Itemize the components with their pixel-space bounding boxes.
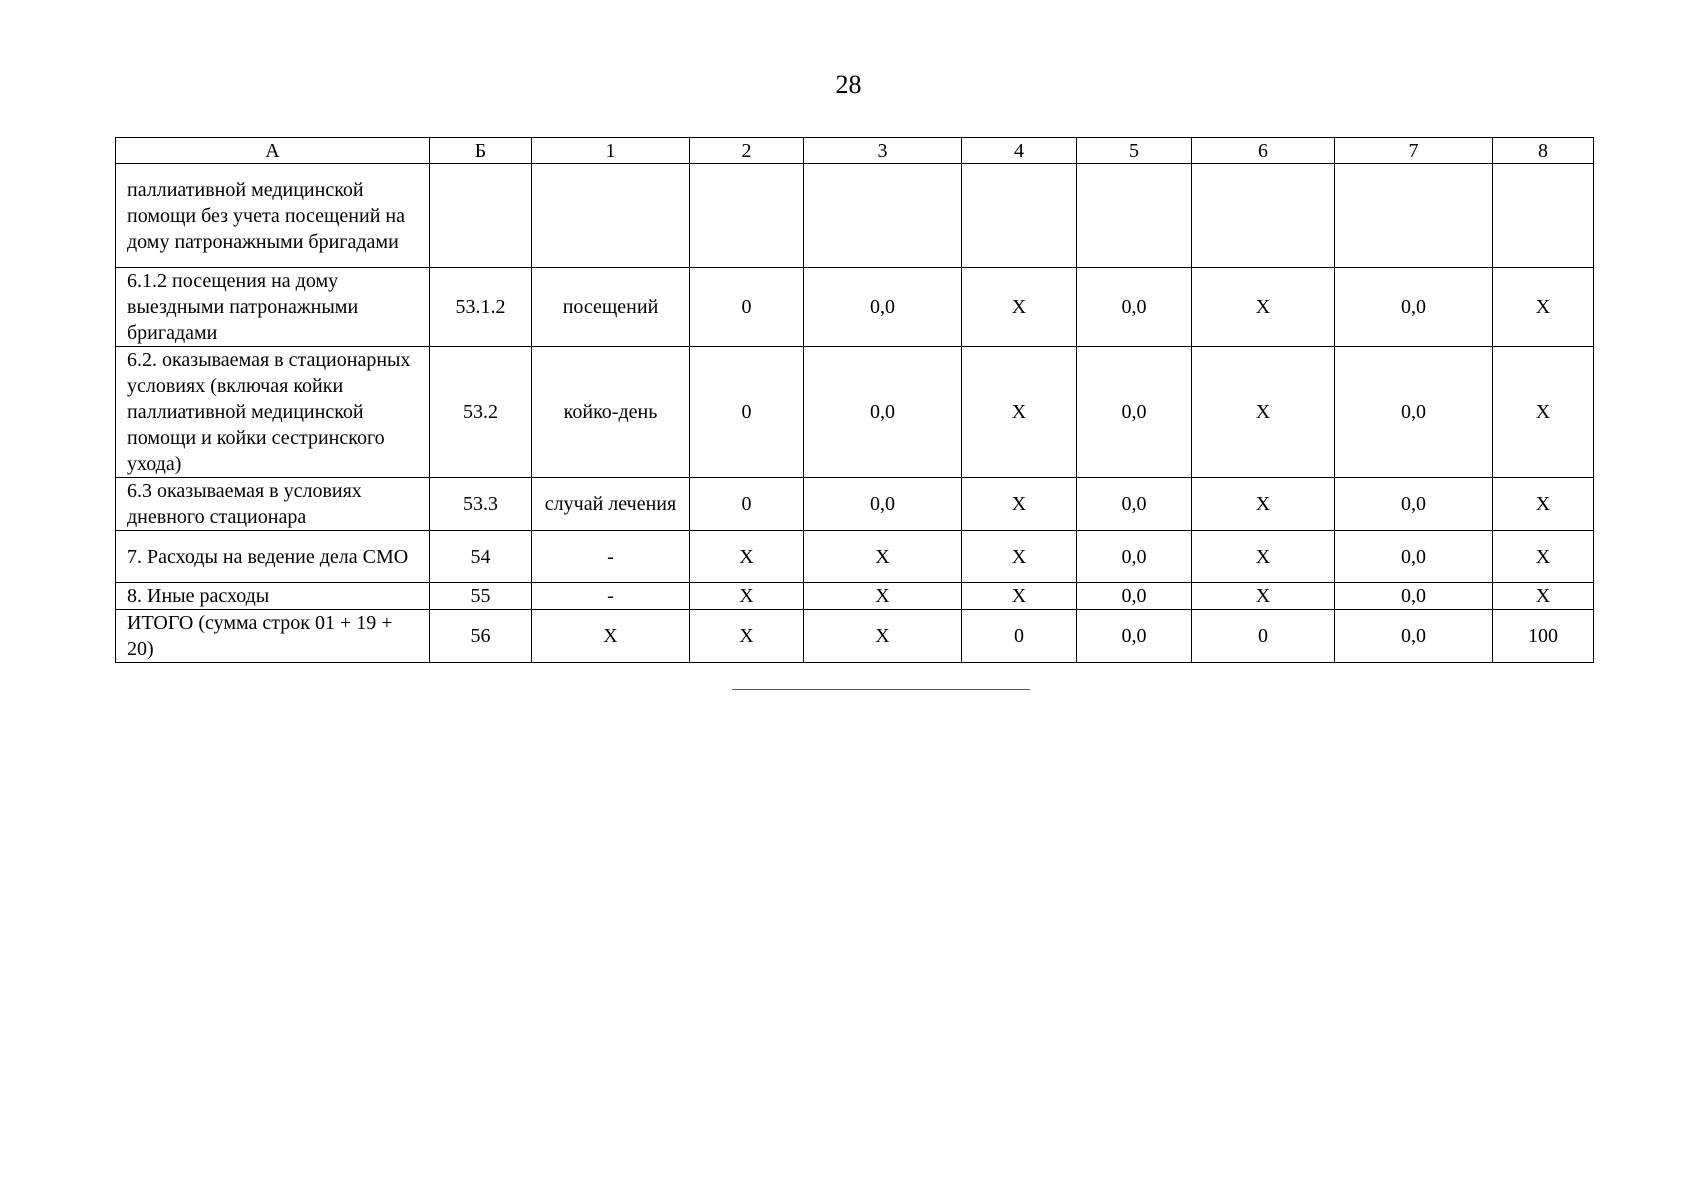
table-cell: 53.2 — [430, 347, 532, 478]
table-cell: - — [532, 583, 690, 610]
footer-divider — [732, 689, 1030, 690]
table-cell: 0,0 — [804, 347, 962, 478]
table-cell — [1493, 164, 1594, 268]
table-cell: Х — [690, 610, 804, 663]
table-cell: Х — [690, 531, 804, 583]
column-header: А — [116, 138, 430, 164]
table-row — [116, 164, 1594, 268]
table-cell: 0 — [690, 347, 804, 478]
table-cell: посещений — [532, 268, 690, 347]
table-cell: 0,0 — [1077, 478, 1192, 531]
table-cell: 0 — [962, 610, 1077, 663]
table-cell: Х — [962, 268, 1077, 347]
row-name: 6.1.2 посещения на дому выездными патронажными бригадами — [116, 268, 430, 347]
table-cell — [804, 164, 962, 268]
table-row — [116, 268, 1594, 347]
table-row — [116, 583, 1594, 610]
row-name: 7. Расходы на ведение дела СМО — [116, 531, 430, 583]
table-cell: Х — [1192, 478, 1335, 531]
table-cell — [430, 164, 532, 268]
table-cell — [532, 164, 690, 268]
table-row — [116, 478, 1594, 531]
table-cell: 0,0 — [1335, 583, 1493, 610]
table-cell: 0 — [690, 478, 804, 531]
table-cell: 0,0 — [804, 268, 962, 347]
table-cell: 0,0 — [1077, 583, 1192, 610]
table-cell: 0,0 — [1077, 610, 1192, 663]
table-cell: 0,0 — [1077, 347, 1192, 478]
column-header: 1 — [532, 138, 690, 164]
table-row — [116, 347, 1594, 478]
column-header: 8 — [1493, 138, 1594, 164]
table-cell: Х — [1192, 531, 1335, 583]
table-cell: 53.1.2 — [430, 268, 532, 347]
table-cell: 0,0 — [1335, 478, 1493, 531]
table-cell: Х — [1192, 347, 1335, 478]
row-name: паллиативной медицинской помощи без учета посещений на дому патронажными бригадами — [116, 164, 430, 268]
table-row — [116, 610, 1594, 663]
report-table — [115, 137, 1594, 663]
table-cell: Х — [804, 610, 962, 663]
table-cell: Х — [962, 347, 1077, 478]
table-cell: случай лечения — [532, 478, 690, 531]
table-cell: Х — [962, 583, 1077, 610]
table-cell: Х — [1192, 268, 1335, 347]
row-name: 8. Иные расходы — [116, 583, 430, 610]
table-cell: 0,0 — [1077, 268, 1192, 347]
table-cell: 0 — [690, 268, 804, 347]
table-cell — [1192, 164, 1335, 268]
table-cell: 100 — [1493, 610, 1594, 663]
table-cell: койко-день — [532, 347, 690, 478]
row-name: 6.2. оказываемая в стационарных условиях (включая койки паллиативной медицинской помощи и койки сестринского ухода) — [116, 347, 430, 478]
column-header: 6 — [1192, 138, 1335, 164]
column-header: Б — [430, 138, 532, 164]
table-cell: Х — [532, 610, 690, 663]
table-cell: 54 — [430, 531, 532, 583]
column-header: 4 — [962, 138, 1077, 164]
page-number: 28 — [835, 70, 862, 99]
table-cell: Х — [1493, 531, 1594, 583]
table-cell: 0 — [1192, 610, 1335, 663]
table-header-row — [116, 138, 1594, 164]
table-cell: Х — [1493, 347, 1594, 478]
table-cell: 0,0 — [804, 478, 962, 531]
table-cell: 0,0 — [1335, 610, 1493, 663]
table-row — [116, 531, 1594, 583]
table-cell: 0,0 — [1077, 531, 1192, 583]
table-cell: Х — [962, 531, 1077, 583]
table-cell: Х — [690, 583, 804, 610]
column-header: 7 — [1335, 138, 1493, 164]
column-header: 2 — [690, 138, 804, 164]
table-cell: Х — [1493, 583, 1594, 610]
table-cell: Х — [1192, 583, 1335, 610]
table-cell: Х — [804, 531, 962, 583]
table-cell: - — [532, 531, 690, 583]
table-cell: Х — [1493, 478, 1594, 531]
table-cell: 0,0 — [1335, 531, 1493, 583]
column-header: 3 — [804, 138, 962, 164]
table-cell — [962, 164, 1077, 268]
table-cell: 0,0 — [1335, 347, 1493, 478]
table-cell: 55 — [430, 583, 532, 610]
table-cell — [690, 164, 804, 268]
column-header: 5 — [1077, 138, 1192, 164]
table-cell: Х — [962, 478, 1077, 531]
row-name: 6.3 оказываемая в условиях дневного стационара — [116, 478, 430, 531]
row-name: ИТОГО (сумма строк 01 + 19 + 20) — [116, 610, 430, 663]
table-cell: Х — [804, 583, 962, 610]
table-cell: 56 — [430, 610, 532, 663]
table-cell — [1335, 164, 1493, 268]
table-cell: 53.3 — [430, 478, 532, 531]
table-cell — [1077, 164, 1192, 268]
table-cell: 0,0 — [1335, 268, 1493, 347]
table-cell: Х — [1493, 268, 1594, 347]
